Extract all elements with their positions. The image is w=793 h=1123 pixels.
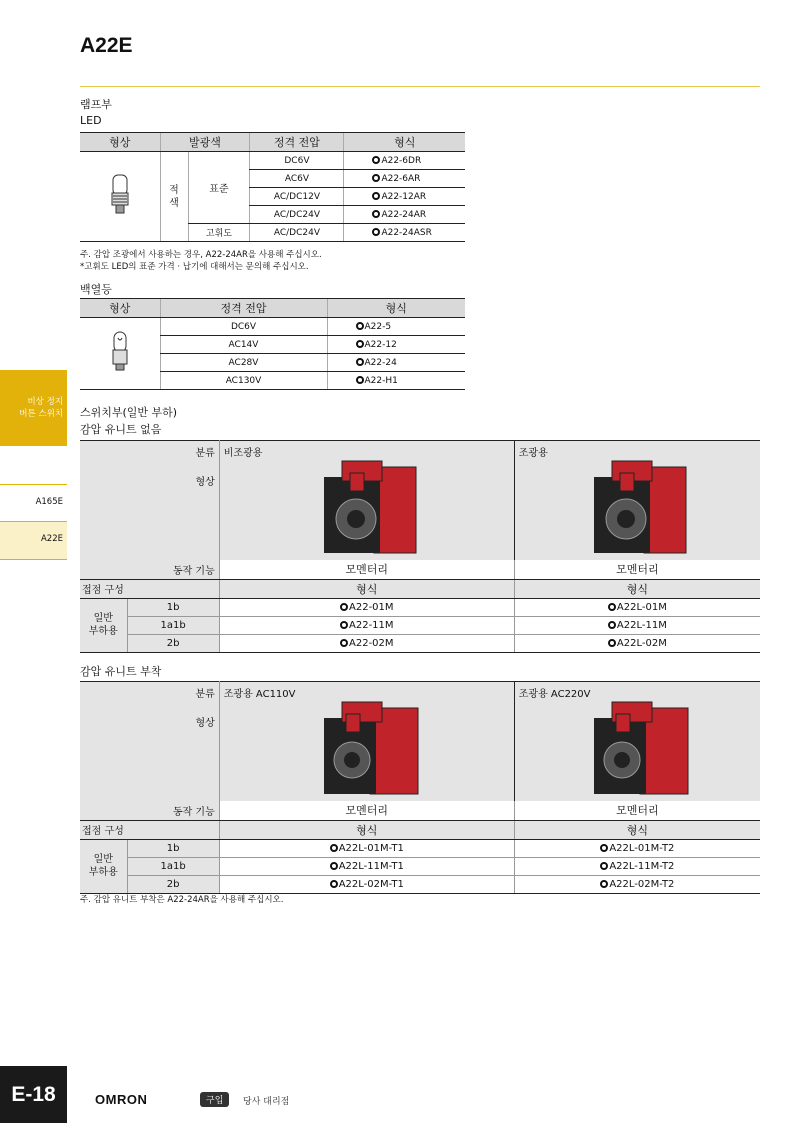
switch-table-2: [80, 681, 760, 894]
recommended-mark-icon: [600, 844, 608, 852]
recommended-mark-icon: [330, 862, 338, 870]
bulb-image: [80, 318, 160, 390]
led-note-2: *고휘도 LED의 표준 가격 · 납기에 대해서는 문의해 주십시오.: [80, 262, 309, 272]
led-model: [344, 188, 465, 206]
incandescent-table: [80, 298, 465, 390]
contact-2b: 2b: [127, 875, 219, 893]
led-subtitle: LED: [80, 114, 102, 127]
sidebar-tab-emergency-stop[interactable]: 비상 정지 버튼 스위치: [0, 370, 67, 446]
recommended-mark-icon: [340, 621, 348, 629]
bulb-model-text: A22-12: [364, 339, 397, 350]
led-voltage: AC/DC24V: [250, 224, 344, 242]
led-model-text: A22-6AR: [381, 173, 421, 184]
shape-label: 형상: [195, 718, 215, 729]
recommended-mark-icon: [372, 210, 380, 218]
led-model: [344, 206, 465, 224]
non-illuminated-label: 비조광용: [223, 448, 263, 459]
category-label: 분류: [195, 689, 215, 700]
led-table: [80, 132, 465, 242]
switch-model: [219, 616, 514, 634]
led-model: [344, 224, 465, 242]
general-load-label: 일반 부하용: [80, 839, 127, 893]
operation-value: 모멘터리: [219, 560, 514, 579]
switch-col-110v: [219, 682, 514, 802]
header-divider: [80, 86, 760, 87]
switch-col-illuminated: [514, 441, 760, 561]
led-lamp-image: [80, 152, 160, 242]
switch-model: [219, 598, 514, 616]
shape-label: 형상: [195, 477, 215, 488]
recommended-mark-icon: [608, 639, 616, 647]
standard-label: 표준: [188, 152, 250, 224]
bulb-model-text: A22-H1: [364, 375, 398, 386]
recommended-mark-icon: [608, 621, 616, 629]
switch-model: [514, 875, 760, 893]
operation-value: 모멘터리: [514, 801, 760, 820]
recommended-mark-icon: [600, 880, 608, 888]
sidebar-link-a22e[interactable]: A22E: [0, 522, 67, 559]
recommended-mark-icon: [356, 376, 364, 384]
recommended-mark-icon: [340, 603, 348, 611]
recommended-mark-icon: [340, 639, 348, 647]
sidebar-divider: [0, 484, 67, 485]
recommended-mark-icon: [372, 228, 380, 236]
general-load-label: 일반 부하용: [80, 598, 127, 652]
led-model: [344, 152, 465, 170]
switch-col-220v: [514, 682, 760, 802]
col-shape: 형상: [80, 299, 160, 318]
switch-sub2: 감압 유니트 부착: [80, 665, 162, 678]
switch-photo: [584, 459, 694, 560]
switch-photo: [314, 700, 424, 801]
switch-section-title: 스위치부(일반 부하): [80, 406, 178, 419]
contact-config-label: 접점 구성: [80, 820, 219, 839]
contact-config-label: 접점 구성: [80, 579, 219, 598]
dealer-link[interactable]: 당사 대리점: [243, 1097, 290, 1107]
switch-model-text: A22-11M: [349, 619, 394, 631]
buy-button[interactable]: 구입: [200, 1092, 229, 1107]
led-note-1: 주. 감압 조광에서 사용하는 경우, A22-24AR을 사용해 주십시오.: [80, 250, 322, 260]
switch-unit-icon: [584, 459, 694, 557]
illuminated-label: 조광용: [518, 448, 548, 459]
switch-model: [514, 598, 760, 616]
led-voltage: DC6V: [250, 152, 344, 170]
bulb-model-text: A22-24: [364, 357, 397, 368]
operation-label: 동작 기능: [80, 801, 219, 820]
switch-model-text: A22-01M: [349, 601, 394, 613]
page-number: E-18: [0, 1066, 67, 1123]
led-bulb-icon: [108, 173, 132, 217]
switch-model-text: A22L-11M: [616, 619, 667, 631]
switch-model: [514, 616, 760, 634]
switch-model: [219, 839, 514, 857]
led-voltage: AC/DC24V: [250, 206, 344, 224]
switch-model: [514, 634, 760, 652]
contact-1b: 1b: [127, 598, 219, 616]
switch-model: [219, 634, 514, 652]
bulb-model-text: A22-5: [364, 321, 392, 332]
led-model-text: A22-24ASR: [381, 227, 432, 238]
switch-model-text: A22L-01M-T2: [609, 842, 675, 854]
switch-model: [219, 875, 514, 893]
contact-2b: 2b: [127, 634, 219, 652]
switch-model: [219, 857, 514, 875]
bulb-voltage: AC28V: [160, 354, 327, 372]
switch-note: 주. 감압 유니트 부착은 A22-24AR을 사용해 주십시오.: [80, 895, 284, 905]
switch-model-text: A22L-02M: [616, 637, 667, 649]
switch-unit-icon: [584, 700, 694, 798]
recommended-mark-icon: [356, 340, 364, 348]
recommended-mark-icon: [608, 603, 616, 611]
sidebar-link-a165e[interactable]: A165E: [35, 497, 63, 507]
led-model-text: A22-24AR: [381, 209, 427, 220]
led-model: [344, 170, 465, 188]
operation-value: 모멘터리: [514, 560, 760, 579]
led-voltage: AC/DC12V: [250, 188, 344, 206]
switch-model-text: A22-02M: [349, 637, 394, 649]
bulb-model: [327, 318, 465, 336]
illuminated-220v-label: 조광용 AC220V: [518, 689, 591, 700]
illuminated-110v-label: 조광용 AC110V: [223, 689, 296, 700]
switch-head-labels: [80, 441, 219, 561]
lamp-section-title: 램프부: [80, 98, 112, 111]
recommended-mark-icon: [330, 844, 338, 852]
col-model: 형식: [327, 299, 465, 318]
bulb-voltage: AC14V: [160, 336, 327, 354]
recommended-mark-icon: [356, 358, 364, 366]
model-header: 형식: [514, 820, 760, 839]
bulb-voltage: DC6V: [160, 318, 327, 336]
switch-model: [514, 839, 760, 857]
led-model-text: A22-6DR: [381, 155, 422, 166]
bulb-icon: [109, 330, 131, 374]
switch-model-text: A22L-11M-T1: [338, 860, 404, 872]
bulb-model: [327, 354, 465, 372]
switch-sub1: 감압 유니트 없음: [80, 423, 162, 436]
category-label: 분류: [195, 448, 215, 459]
switch-model-text: A22L-01M: [616, 601, 667, 613]
led-model-text: A22-12AR: [381, 191, 427, 202]
recommended-mark-icon: [372, 156, 380, 164]
switch-col-non-illuminated: [219, 441, 514, 561]
switch-unit-icon: [314, 459, 424, 557]
contact-1a1b: 1a1b: [127, 857, 219, 875]
switch-table-1: [80, 440, 760, 653]
recommended-mark-icon: [356, 322, 364, 330]
switch-photo: [314, 459, 424, 560]
model-header: 형식: [514, 579, 760, 598]
switch-head-labels: [80, 682, 219, 802]
switch-unit-icon: [314, 700, 424, 798]
col-voltage: 정격 전압: [250, 133, 344, 152]
col-color: 발광색: [160, 133, 250, 152]
incandescent-section-title: 백열등: [80, 283, 112, 296]
bulb-model: [327, 372, 465, 390]
high-brightness-label: 고휘도: [188, 224, 250, 242]
recommended-mark-icon: [600, 862, 608, 870]
sidebar-divider: [0, 559, 67, 560]
recommended-mark-icon: [330, 880, 338, 888]
switch-model: [514, 857, 760, 875]
operation-label: 동작 기능: [80, 560, 219, 579]
switch-model-text: A22L-11M-T2: [609, 860, 675, 872]
switch-model-text: A22L-02M-T1: [338, 878, 404, 890]
contact-1a1b: 1a1b: [127, 616, 219, 634]
led-voltage: AC6V: [250, 170, 344, 188]
switch-model-text: A22L-01M-T1: [338, 842, 404, 854]
recommended-mark-icon: [372, 174, 380, 182]
bulb-voltage: AC130V: [160, 372, 327, 390]
switch-photo: [584, 700, 694, 801]
color-red-label: 적 색: [160, 152, 188, 242]
contact-1b: 1b: [127, 839, 219, 857]
col-voltage: 정격 전압: [160, 299, 327, 318]
bulb-model: [327, 336, 465, 354]
page-title: A22E: [80, 34, 133, 57]
recommended-mark-icon: [372, 192, 380, 200]
col-model: 형식: [344, 133, 465, 152]
model-header: 형식: [219, 579, 514, 598]
model-header: 형식: [219, 820, 514, 839]
operation-value: 모멘터리: [219, 801, 514, 820]
omron-logo: OMRON: [95, 1092, 148, 1107]
col-shape: 형상: [80, 133, 160, 152]
switch-model-text: A22L-02M-T2: [609, 878, 675, 890]
